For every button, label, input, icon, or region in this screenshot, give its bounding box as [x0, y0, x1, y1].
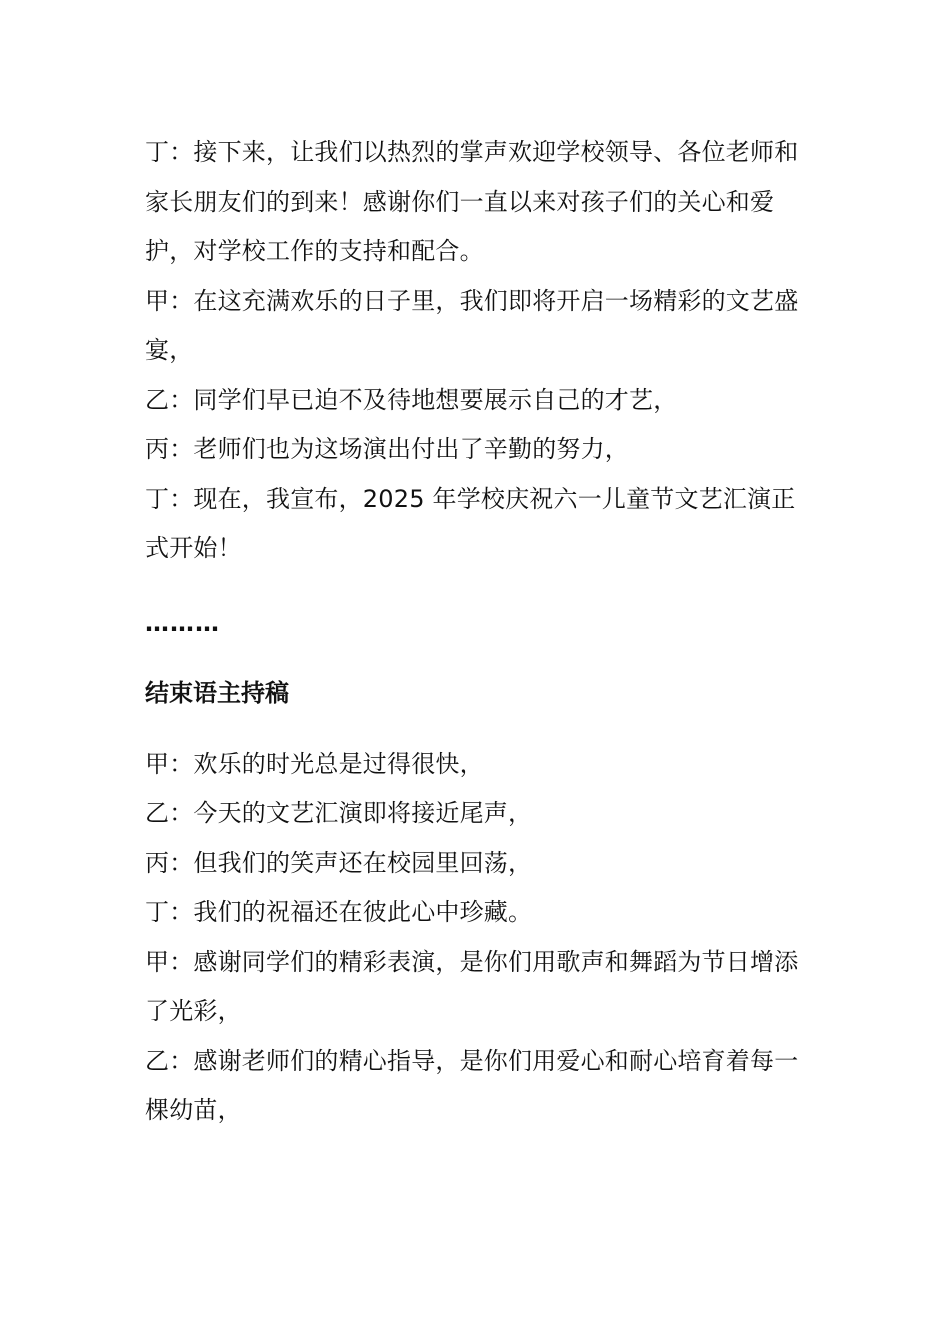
paragraph: 甲：感谢同学们的精彩表演，是你们用歌声和舞蹈为节日增添了光彩，: [145, 947, 799, 1025]
paragraph: 乙：同学们早已迫不及待地想要展示自己的才艺，: [145, 385, 678, 414]
opening-script: [145, 128, 810, 574]
paragraph: 丁：我们的祝福还在彼此心中珍藏。: [145, 898, 533, 926]
paragraph: 丙：但我们的笑声还在校园里回荡，: [145, 848, 533, 877]
paragraph: 丁：接下来，让我们以热烈的掌声欢迎学校领导、各位老师和家长朋友们的到来！感谢你们一直以来对孩子们的关心和爱护，对学校工作的支持和配合。: [145, 138, 799, 265]
paragraph: 丙：老师们也为这场演出付出了辛勤的努力，: [145, 435, 629, 463]
paragraph: 乙：今天的文艺汇演即将接近尾声，: [145, 799, 533, 827]
ellipsis-separator: ………: [145, 608, 220, 637]
closing-script: [145, 740, 810, 1136]
paragraph: 甲：欢乐的时光总是过得很快，: [145, 749, 484, 778]
paragraph: 甲：在这充满欢乐的日子里，我们即将开启一场精彩的文艺盛宴，: [145, 286, 799, 364]
paragraph: 丁：现在，我宣布，2025 年学校庆祝六一儿童节文艺汇演正式开始！: [145, 484, 796, 562]
document-page: [145, 128, 810, 1136]
paragraph: 乙：感谢老师们的精心指导，是你们用爱心和耐心培育着每一棵幼苗，: [145, 1046, 799, 1124]
section-heading: 结束语主持稿: [145, 678, 289, 707]
